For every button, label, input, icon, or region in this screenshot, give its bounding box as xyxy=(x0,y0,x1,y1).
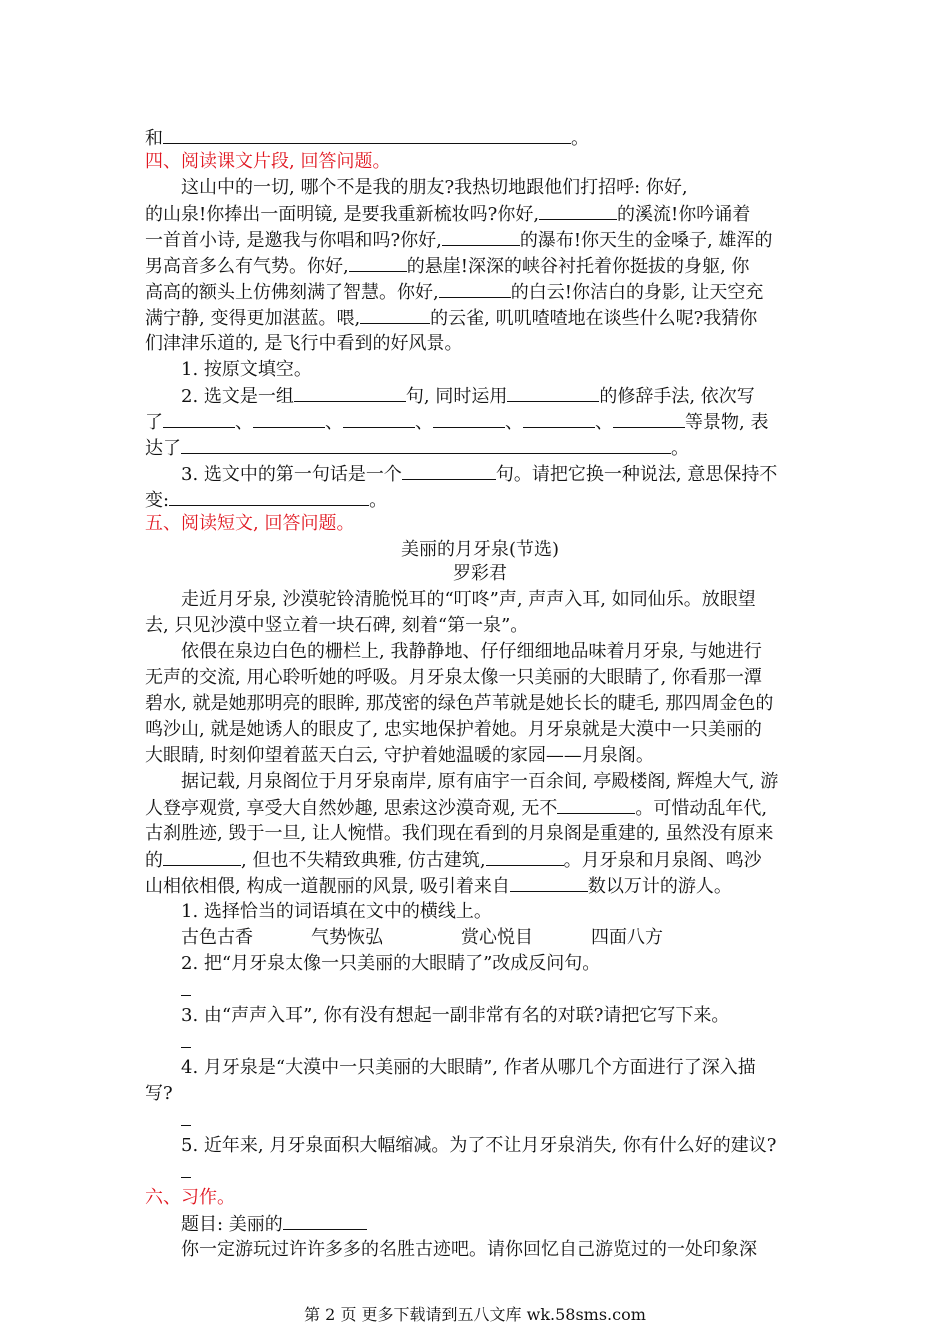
text-line: 了 、 、 、 、 、 等景物, 表 xyxy=(145,412,769,433)
section-heading-5: 五、阅读短文, 回答问题。 xyxy=(145,513,355,534)
word-option: 古色古香 xyxy=(181,927,253,948)
text-line: 这山中的一切, 哪个不是我的朋友?我热切地跟他们打招呼: 你好, xyxy=(181,177,688,198)
text-line: 山相依相偎, 构成一道靓丽的风景, 吸引着来自 数以万计的游人。 xyxy=(145,876,732,897)
text-line: 高高的额头上仿佛刻满了智慧。你好, 的白云!你洁白的身影, 让天空充 xyxy=(145,282,764,303)
text-line: 无声的交流, 用心聆听她的呼吸。月牙泉太像一只美丽的大眼睛了, 你看那一潭 xyxy=(145,667,762,688)
answer-line[interactable] xyxy=(145,1108,815,1133)
question-1: 1. 按原文填空。 xyxy=(181,359,312,380)
question-5: 5. 近年来, 月牙泉面积大幅缩减。为了不让月牙泉消失, 你有什么好的建议? xyxy=(181,1135,777,1156)
essay-title: 题目: 美丽的 xyxy=(145,1212,815,1237)
question-4: 4. 月牙泉是“大漠中一只美丽的大眼睛”, 作者从哪几个方面进行了深入描 xyxy=(181,1057,756,1078)
text-line: 写? xyxy=(145,1083,173,1104)
word-option: 四面八方 xyxy=(591,927,663,948)
page-footer: 第 2 页 更多下载请到五八文库 wk.58sms.com xyxy=(304,1305,646,1324)
text-line: 大眼睛, 时刻仰望着蓝天白云, 守护着她温暖的家园——月泉阁。 xyxy=(145,745,654,766)
answer-line[interactable] xyxy=(145,1160,815,1185)
text-line: 达了 。 xyxy=(145,438,689,459)
text-line: 和 。 xyxy=(145,128,589,149)
question-3: 3. 由“声声入耳”, 你有没有想起一副非常有名的对联?请把它写下来。 xyxy=(181,1005,730,1026)
word-option: 气势恢弘 xyxy=(311,927,383,948)
text-line: 满宁静, 变得更加湛蓝。喂, 的云雀, 叽叽喳喳地在谈些什么呢?我猜你 xyxy=(145,308,758,329)
text-line: 人登亭观赏, 享受大自然妙趣, 思索这沙漠奇观, 无不 。可惜动乱年代, xyxy=(145,798,768,819)
answer-line[interactable] xyxy=(145,978,815,1003)
word-options xyxy=(145,926,815,950)
article-title: 美丽的月牙泉(节选) xyxy=(400,539,560,560)
question-3: 3. 选文中的第一句话是一个 句。请把它换一种说法, 意思保持不 xyxy=(181,464,778,485)
question-2: 2. 把“月牙泉太像一只美丽的大眼睛了”改成反问句。 xyxy=(181,953,601,974)
text-line: 古刹胜迹, 毁于一旦, 让人惋惜。我们现在看到的月泉阁是重建的, 虽然没有原来 xyxy=(145,823,774,844)
text-line: 依偎在泉边白色的栅栏上, 我静静地、仔仔细细地品味着月牙泉, 与她进行 xyxy=(181,641,762,662)
article-author: 罗彩君 xyxy=(453,563,507,584)
text-line: 走近月牙泉, 沙漠驼铃清脆悦耳的“叮咚”声, 声声入耳, 如同仙乐。放眼望 xyxy=(181,589,756,610)
question-1: 1. 选择恰当的词语填在文中的横线上。 xyxy=(181,901,492,922)
text-line: 去, 只见沙漠中竖立着一块石碑, 刻着“第一泉”。 xyxy=(145,615,529,636)
text-line: 一首首小诗, 是邀我与你唱和吗?你好, 的瀑布!你天生的金嗓子, 雄浑的 xyxy=(145,230,773,251)
text-line: 你一定游玩过许许多多的名胜古迹吧。请你回忆自己游览过的一处印象深 xyxy=(181,1239,757,1260)
text-line: 的 , 但也不失精致典雅, 仿古建筑, 。月牙泉和月泉阁、鸣沙 xyxy=(145,850,762,871)
question-2: 2. 选文是一组 句, 同时运用 的修辞手法, 依次写 xyxy=(181,386,755,407)
section-heading-4: 四、阅读课文片段, 回答问题。 xyxy=(145,151,391,172)
text-line: 男高音多么有气势。你好, 的悬崖!深深的峡谷衬托着你挺拔的身躯, 你 xyxy=(145,256,750,277)
text-line: 变: 。 xyxy=(145,490,388,511)
text-line: 鸣沙山, 就是她诱人的眼皮了, 忠实地保护着她。月牙泉就是大漠中一只美丽的 xyxy=(145,719,762,740)
section-heading-6: 六、习作。 xyxy=(145,1187,235,1208)
text-line: 的山泉!你捧出一面明镜, 是要我重新梳妆吗?你好, 的溪流!你吟诵着 xyxy=(145,204,751,225)
text-line: 们津津乐道的, 是飞行中看到的好风景。 xyxy=(145,333,463,354)
text-line: 据记载, 月泉阁位于月牙泉南岸, 原有庙宇一百余间, 亭殿楼阁, 辉煌大气, 游 xyxy=(181,771,779,792)
word-option: 赏心悦目 xyxy=(461,927,533,948)
answer-line[interactable] xyxy=(145,1030,815,1055)
text-line: 碧水, 就是她那明亮的眼眸, 那茂密的绿色芦苇就是她长长的睫毛, 那四周金色的 xyxy=(145,693,774,714)
